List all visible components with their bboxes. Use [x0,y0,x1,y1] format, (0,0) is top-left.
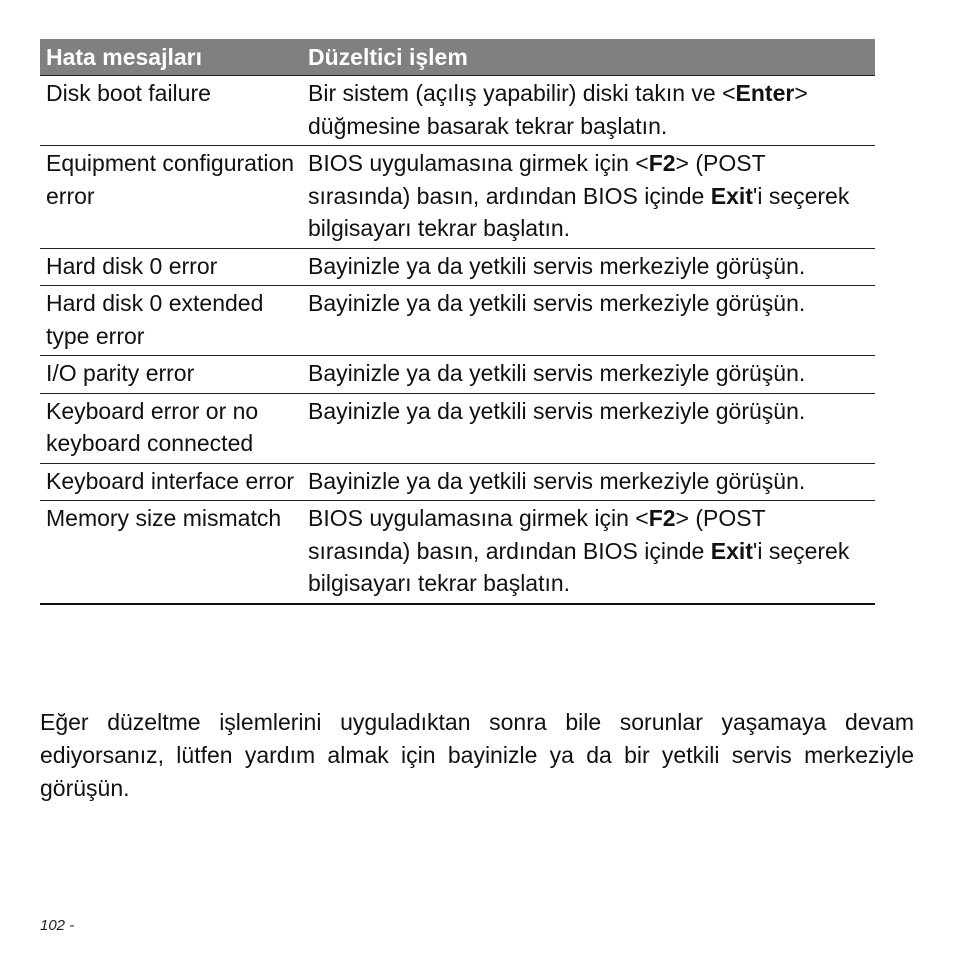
action-text: > (POST sırasında) basın, ardından BIOS içinde [308,150,766,209]
error-message-cell: Disk boot failure [40,76,302,146]
table-row [40,356,875,394]
key-name: Exit [710,537,753,564]
action-text: Bayinizle ya da yetkili servis merkeziyle görüşün. [308,397,806,424]
error-message-cell: Hard disk 0 extended type error [40,286,302,356]
corrective-action-cell [302,76,875,146]
table-header-row [40,39,875,76]
table-row [40,286,875,356]
table-row [40,393,875,463]
corrective-action-cell [302,393,875,463]
error-message-cell: Hard disk 0 error [40,248,302,286]
closing-paragraph: Eğer düzeltme işlemlerini uyguladıktan sonra bile sorunlar yaşamaya devam ediyorsanız, lütfen yardım almak için bayinizle ya da bir yetkili servis merkeziyle görüşün. [40,709,914,801]
error-message-cell: I/O parity error [40,356,302,394]
page-number: 102 - [40,917,75,934]
column-header-action: Düzeltici işlem [302,39,875,76]
corrective-action-cell [302,356,875,394]
table-row [40,146,875,249]
error-message-cell: Memory size mismatch [40,501,302,604]
column-header-message: Hata mesajları [40,39,302,76]
action-text: Bayinizle ya da yetkili servis merkeziyle görüşün. [308,360,806,386]
corrective-action-cell [302,463,875,501]
error-message-cell: Keyboard interface error [40,463,302,501]
key-name: F2 [648,150,676,176]
table-row [40,76,875,146]
table-row [40,501,875,604]
table-row [40,463,875,501]
action-text: > düğmesine basarak tekrar başlatın. [308,80,808,139]
key-name: F2 [648,505,676,531]
corrective-action-cell [302,286,875,356]
corrective-action-cell [302,501,875,604]
action-text: BIOS uygulamasına girmek için < [308,150,649,176]
error-message-cell: Equipment configuration error [40,146,302,249]
action-text: Bayinizle ya da yetkili servis merkeziyle görüşün. [308,290,806,316]
corrective-action-cell [302,248,875,286]
action-text: Bayinizle ya da yetkili servis merkeziyle görüşün. [308,252,806,279]
error-messages-table [40,39,875,605]
key-name: Enter [735,80,795,106]
action-text: Bayinizle ya da yetkili servis merkeziyle görüşün. [308,467,806,494]
action-text: > (POST sırasında) basın, ardından BIOS içinde [308,505,766,564]
table-body [40,76,875,604]
action-text: BIOS uygulamasına girmek için < [308,505,649,531]
action-text: 'i seçerek bilgisayarı tekrar başlatın. [308,537,850,596]
table-row [40,248,875,286]
action-text: 'i seçerek bilgisayarı tekrar başlatın. [308,182,850,241]
error-message-cell: Keyboard error or no keyboard connected [40,393,302,463]
key-name: Exit [710,182,753,209]
corrective-action-cell [302,146,875,249]
action-text: Bir sistem (açılış yapabilir) diski takın ve < [308,80,736,106]
